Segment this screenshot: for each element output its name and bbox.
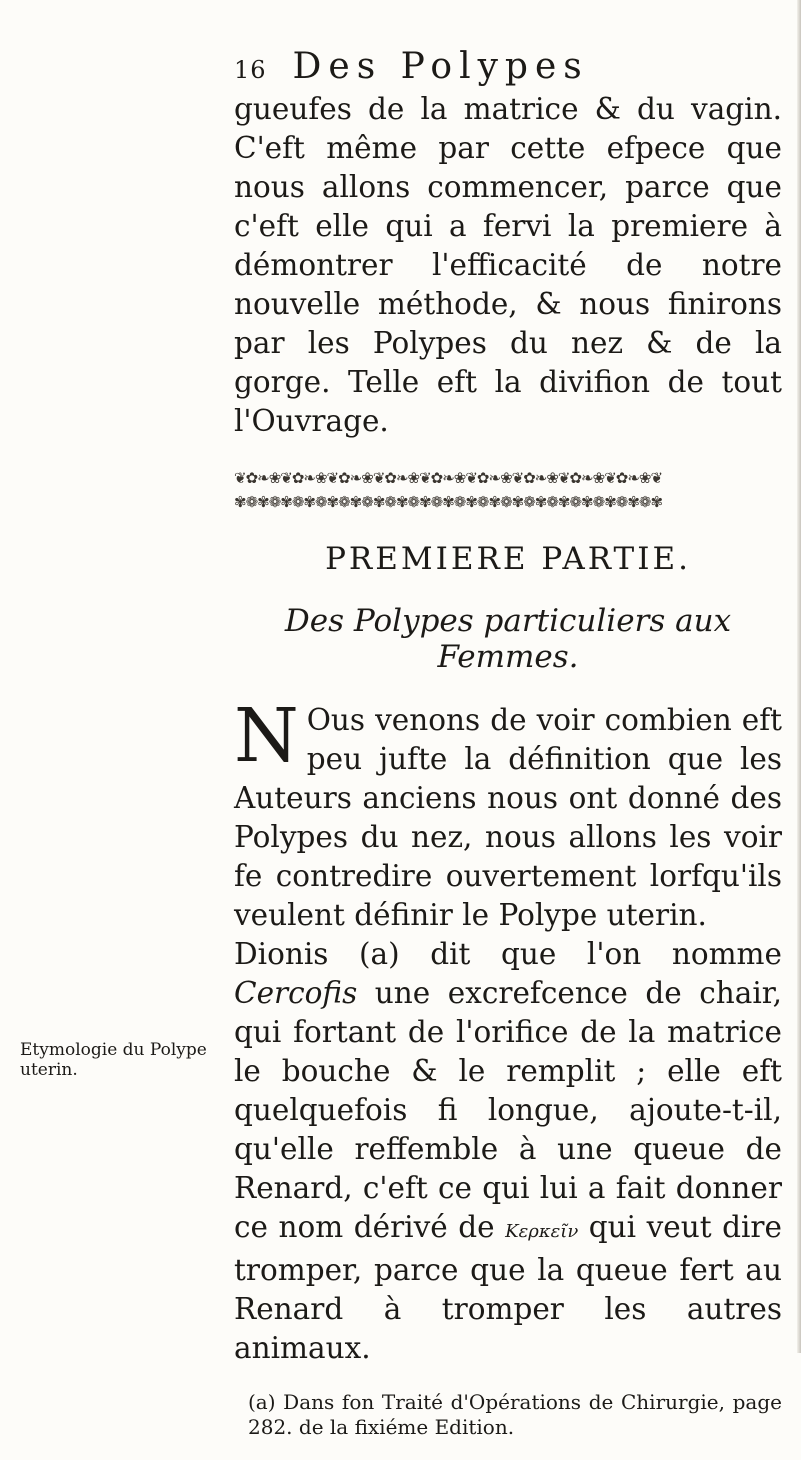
paragraph-2-end: qui veut dire tromper, parce que la queue fert au Renard à tromper les autres animaux. [234, 1210, 782, 1365]
paragraph-1 [234, 693, 782, 935]
drop-cap: N [234, 693, 299, 779]
paragraph-2-start: Dionis (a) dit que l'on nomme [234, 937, 782, 971]
part-subtitle: Des Polypes particuliers aux Femmes. [284, 603, 732, 675]
intro-paragraph: gueufes de la matrice & du vagin. C'eft même par cette efpece que nous allons commencer, parce que c'eft elle qui a fervi la premiere à démontrer l'efficacité de notre nouvelle méthode, & nous finirons par les Polypes du nez & de la gorge. Telle eft la divifion de tout l'Ouvrage. [234, 92, 782, 438]
decorative-band [234, 469, 779, 511]
ornament-row-bottom: ✾❁✾❁✾❁✾❁✾❁✾❁✾❁✾❁✾❁✾❁✾❁✾❁✾❁✾❁✾❁✾❁✾❁✾❁✾ [234, 493, 663, 511]
greek-word: Κερκεῖν [505, 1221, 579, 1242]
body-text [234, 693, 782, 1368]
part-title: PREMIERE PARTIE. [325, 541, 691, 577]
margin-note: Etymologie du Polype uterin. [20, 1040, 207, 1080]
paragraph-1-text: Ous venons de voir combien eft peu jufte la définition que les Auteurs anciens nous ont donné des Polypes du nez, nous allons les voir fe contredire ouvertement lorfqu'ils veulent définir le Polype uterin. [234, 703, 782, 932]
running-title: Des Polypes [292, 46, 589, 87]
page-header [234, 46, 704, 87]
page-body [234, 90, 782, 1460]
paragraph-2 [234, 935, 782, 1368]
footnote: (a) Dans fon Traité d'Opérations de Chirurgie, page 282. de la fixiéme Edition. [248, 1390, 782, 1439]
term-cercofis: Cercofis [234, 976, 358, 1010]
page-edge-shadow [797, 0, 801, 1353]
paragraph-2-middle: une excrefcence de chair, qui fortant de l'orifice de la matrice le bouche & le remplit ; elle eft quelquefois fi longue, ajoute-t-il, qu'elle reffemble à une queue de Renard, c'eft ce qui lui a fait donner ce nom dérivé de [234, 976, 782, 1244]
ornament-row-top: ❦✿❧❀❦✿❧❀❦✿❧❀❦✿❧❀❦✿❧❀❦✿❧❀❦✿❧❀❦✿❧❀❦✿❧❀❦ [234, 469, 663, 487]
page-number: 16 [234, 56, 267, 84]
